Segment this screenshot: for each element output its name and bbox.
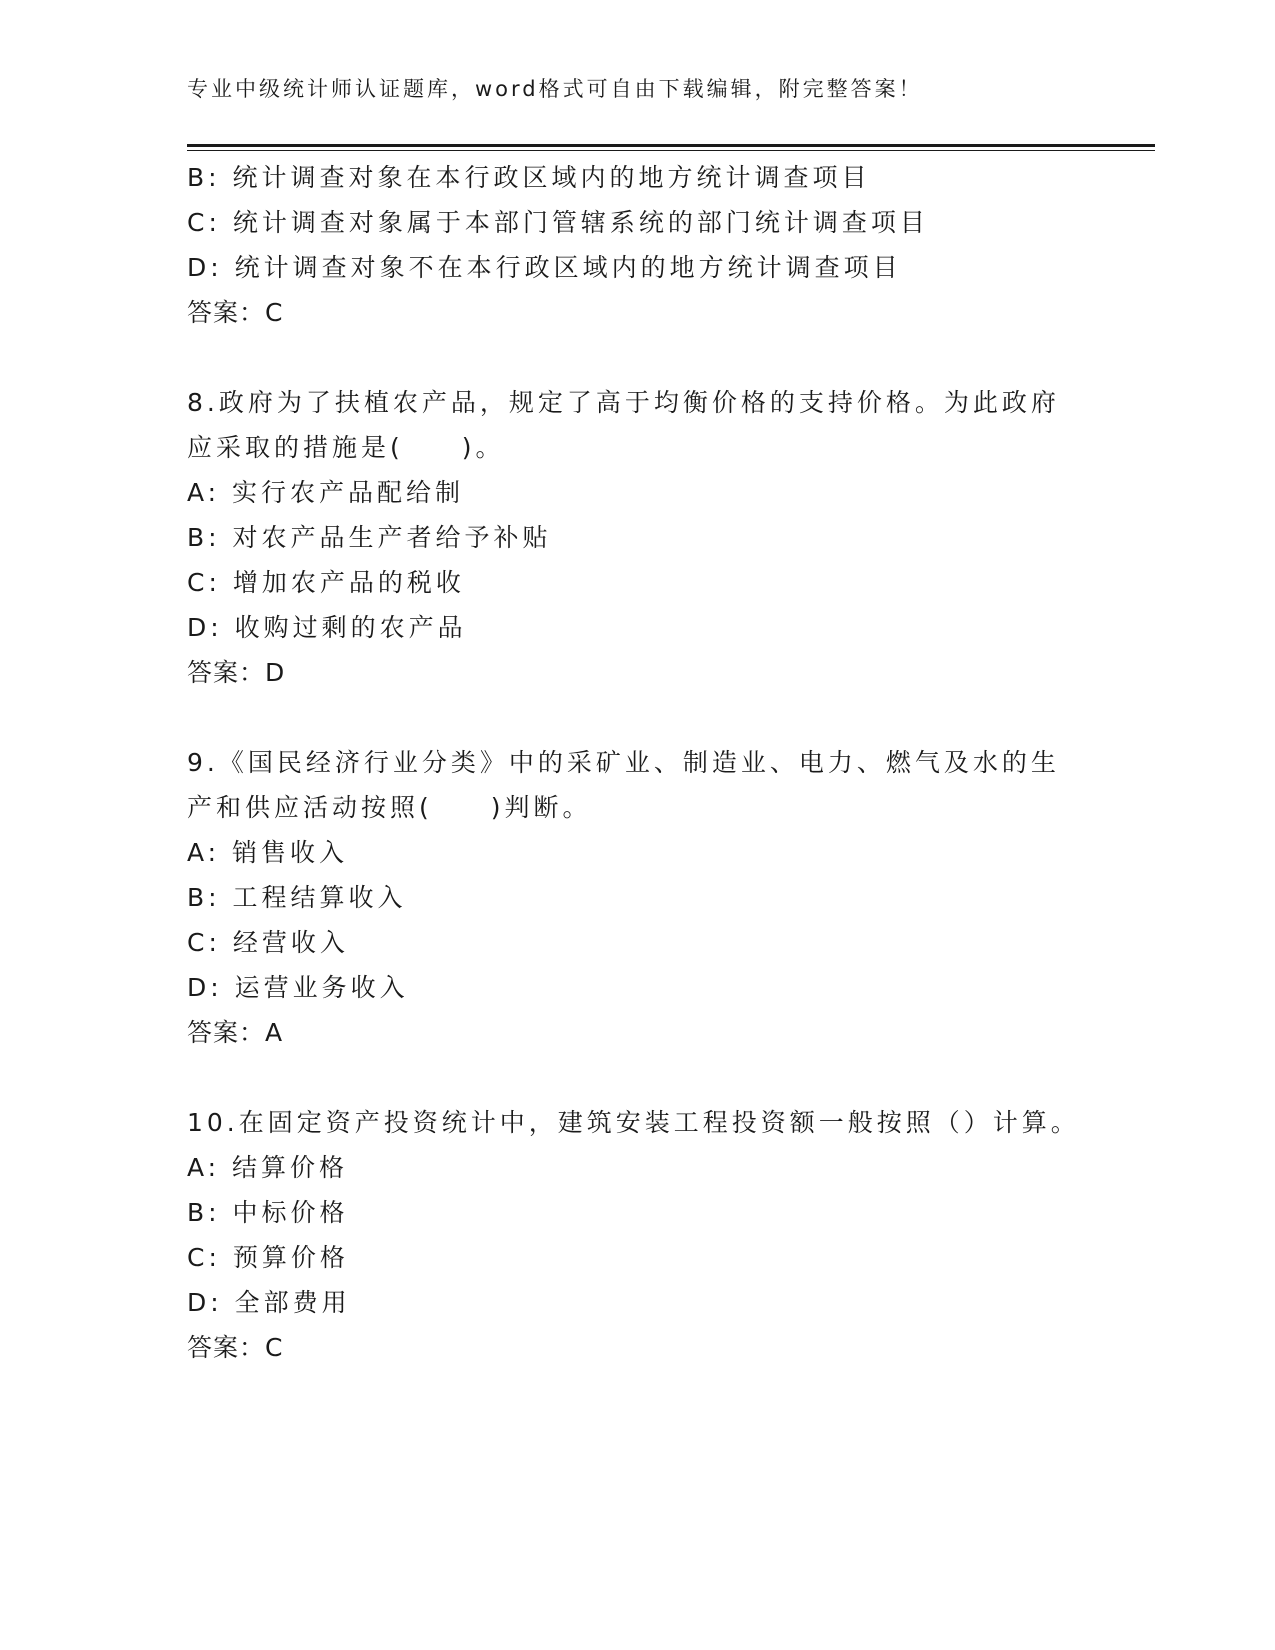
- question-block-8: [187, 380, 1087, 695]
- page-header: 专业中级统计师认证题库，word格式可自由下载编辑，附完整答案！: [187, 77, 923, 101]
- header-rule-thick: [187, 144, 1155, 147]
- option-b: B: 对农产品生产者给予补贴: [187, 523, 552, 552]
- answer-line: 答案：D: [187, 658, 286, 687]
- answer-line: 答案：A: [187, 1018, 284, 1047]
- option-a: A: 销售收入: [187, 838, 349, 867]
- header-rule-thin: [187, 150, 1155, 151]
- spacer: [187, 695, 1087, 740]
- answer-line: 答案：C: [187, 1333, 284, 1362]
- option-d: D: 统计调查对象不在本行政区域内的地方统计调查项目: [187, 253, 902, 282]
- spacer: [187, 1055, 1087, 1100]
- option-d: D: 全部费用: [187, 1288, 351, 1317]
- option-c: C: 统计调查对象属于本部门管辖系统的部门统计调查项目: [187, 208, 929, 237]
- question-stem: 9.《国民经济行业分类》中的采矿业、制造业、电力、燃气及水的生: [187, 748, 1060, 777]
- question-stem: 应采取的措施是( )。: [187, 433, 505, 462]
- option-c: C: 预算价格: [187, 1243, 349, 1272]
- question-stem: 产和供应活动按照( )判断。: [187, 793, 592, 822]
- option-c: C: 经营收入: [187, 928, 349, 957]
- question-stem: 10.在固定资产投资统计中，建筑安装工程投资额一般按照（）计算。: [187, 1108, 1080, 1137]
- option-a: A: 实行农产品配给制: [187, 478, 465, 507]
- question-block-10: [187, 1100, 1087, 1370]
- question-block-9: [187, 740, 1087, 1055]
- option-d: D: 运营业务收入: [187, 973, 409, 1002]
- spacer: [187, 335, 1087, 380]
- option-c: C: 增加农产品的税收: [187, 568, 465, 597]
- option-b: B: 工程结算收入: [187, 883, 407, 912]
- answer-line: 答案：C: [187, 298, 284, 327]
- option-b: B: 中标价格: [187, 1198, 349, 1227]
- document-body: [187, 155, 1087, 1370]
- option-a: A: 结算价格: [187, 1153, 349, 1182]
- option-b: B: 统计调查对象在本行政区域内的地方统计调查项目: [187, 163, 871, 192]
- question-block-7: [187, 155, 1087, 335]
- question-stem: 8.政府为了扶植农产品，规定了高于均衡价格的支持价格。为此政府: [187, 388, 1060, 417]
- option-d: D: 收购过剩的农产品: [187, 613, 467, 642]
